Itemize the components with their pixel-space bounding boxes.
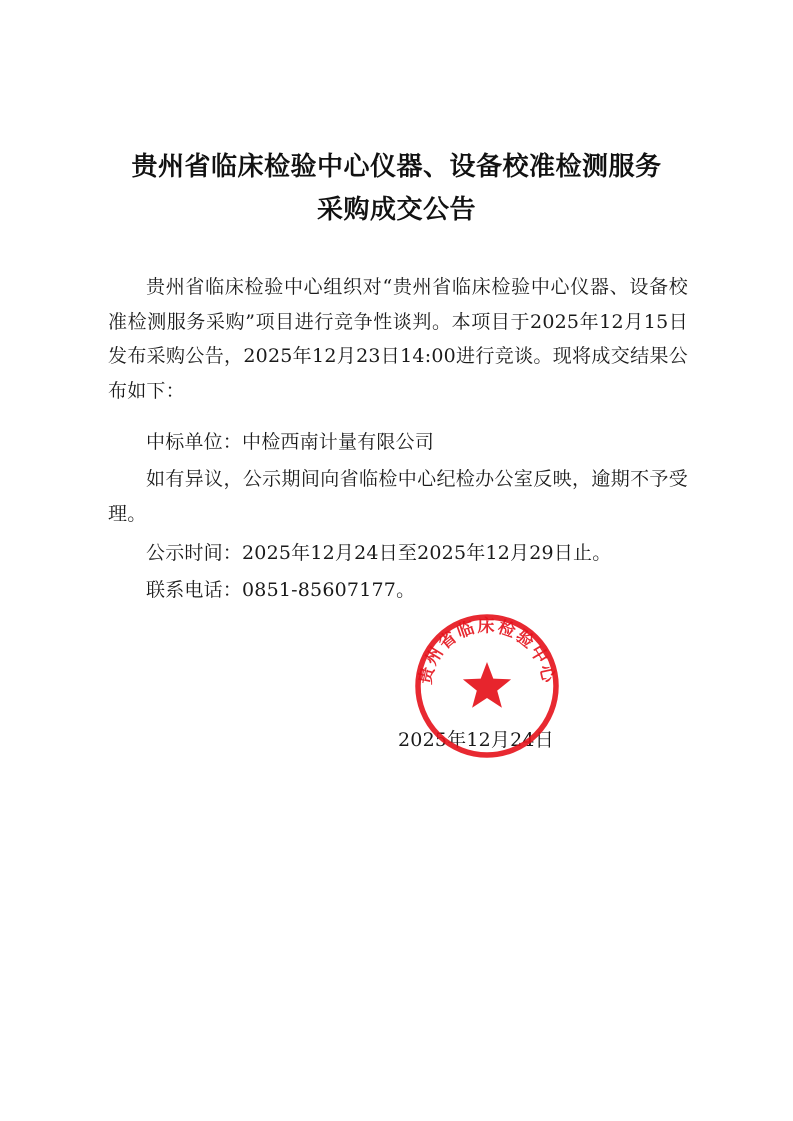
document-title-line-1: 贵州省临床检验中心仪器、设备校准检测服务 [131,152,662,182]
winner-line: 中标单位：中检西南计量有限公司 [146,431,435,453]
document-title-line-2: 采购成交公告 [316,195,476,225]
seal-star-icon [463,662,511,708]
contact-line: 联系电话：0851-85607177。 [146,579,416,601]
notice-period-line: 公示时间：2025年12月24日至2025年12月29日止。 [146,542,612,564]
objection-paragraph: 如有异议，公示期间向省临检中心纪检办公室反映，逾期不予受理。 [108,468,688,525]
document-date: 2025年12月24日 [398,729,554,751]
seal-text: 贵州省临床检验中心 [415,616,559,687]
official-seal-stamp [413,612,561,760]
intro-paragraph: 贵州省临床检验中心组织对“贵州省临床检验中心仪器、设备校准检测服务采购”项目进行竞争性谈判。本项目于2025年12月15日发布采购公告，2025年12月23日14:00进行竞谈。现将成交结果公布如下： [108,276,688,402]
